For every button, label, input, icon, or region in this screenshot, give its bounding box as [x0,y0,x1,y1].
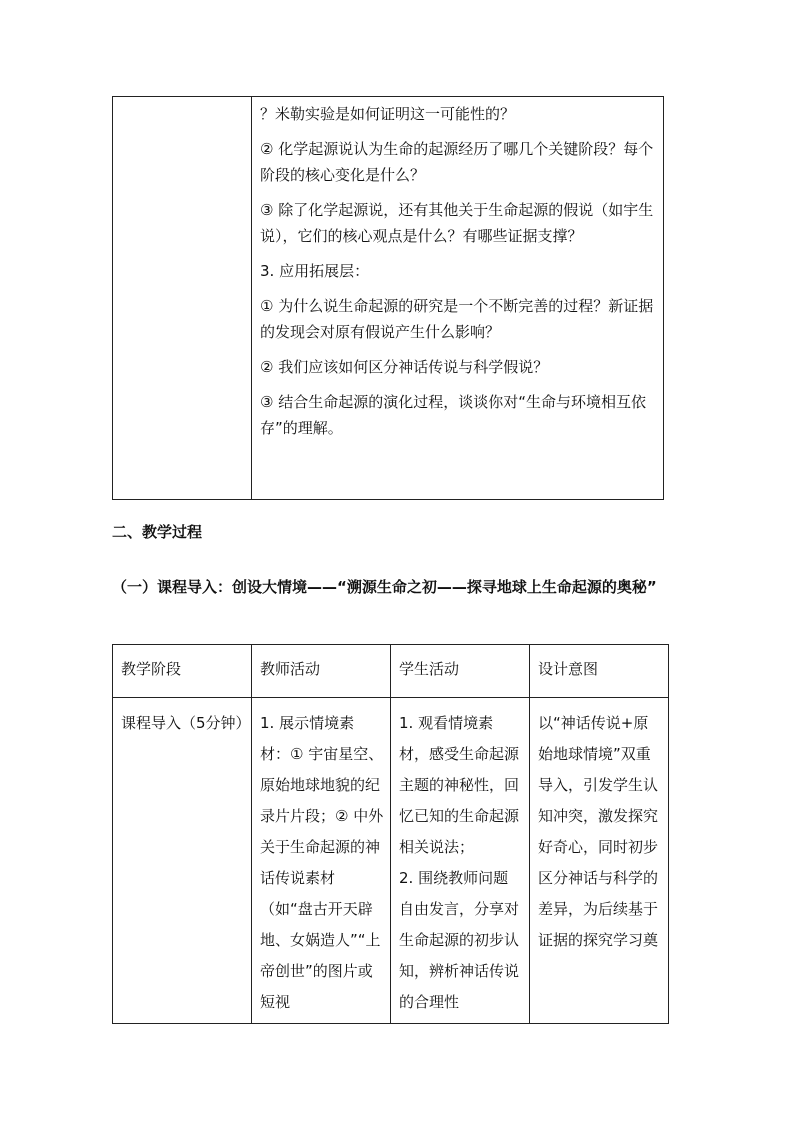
header-cell-intent: 设计意图 [530,645,669,698]
question-level-heading: 3. 应用拓展层： [260,262,370,280]
subsection-heading: （一）课程导入：创设大情境——“溯源生命之初——探寻地球上生命起源的奥秘” [112,578,657,596]
section-heading: 二、教学过程 [112,523,203,541]
table-header-row [113,645,669,698]
question-line: ③ 结合生命起源的演化过程，谈谈你对“生命与环境相互依存”的理解。 [260,393,646,437]
stage-cell: 课程导入（5分钟） [113,698,252,1024]
question-line: ③ 除了化学起源说，还有其他关于生命起源的假说（如宇生说），它们的核心观点是什么？有哪些证据支撑？ [260,201,654,245]
student-activity-cell: 1. 观看情境素材，感受生命起源主题的神秘性，回忆已知的生命起源相关说法； 2. 围绕教师问题自由发言，分享对生命起源的初步认知，辨析神话传说的合理性 [391,698,530,1024]
lesson-table [112,644,669,1024]
continuation-table [112,96,664,500]
question-line: ？米勒实验是如何证明这一可能性的？ [260,105,516,123]
table-row [113,698,669,1024]
design-intent-cell: 以“神话传说+原始地球情境”双重导入，引发学生认知冲突，激发探究好奇心，同时初步区分神话与科学的差异，为后续基于证据的探究学习奠 [530,698,669,1024]
question-line: ② 我们应该如何区分神话传说与科学假说？ [260,358,549,376]
question-line: ① 为什么说生命起源的研究是一个不断完善的过程？新证据的发现会对原有假说产生什么影响？ [260,297,654,341]
header-cell-teacher: 教师活动 [252,645,391,698]
header-cell-stage: 教学阶段 [113,645,252,698]
question-line: ② 化学起源说认为生命的起源经历了哪几个关键阶段？每个阶段的核心变化是什么？ [260,140,654,184]
continuation-left-cell [113,97,252,500]
continuation-right-cell [252,97,664,500]
header-cell-student: 学生活动 [391,645,530,698]
teacher-activity-cell: 1. 展示情境素材：① 宇宙星空、原始地球地貌的纪录片片段；② 中外关于生命起源的神话传说素材（如“盘古开天辟地、女娲造人”“上帝创世”的图片或短视 [252,698,391,1024]
